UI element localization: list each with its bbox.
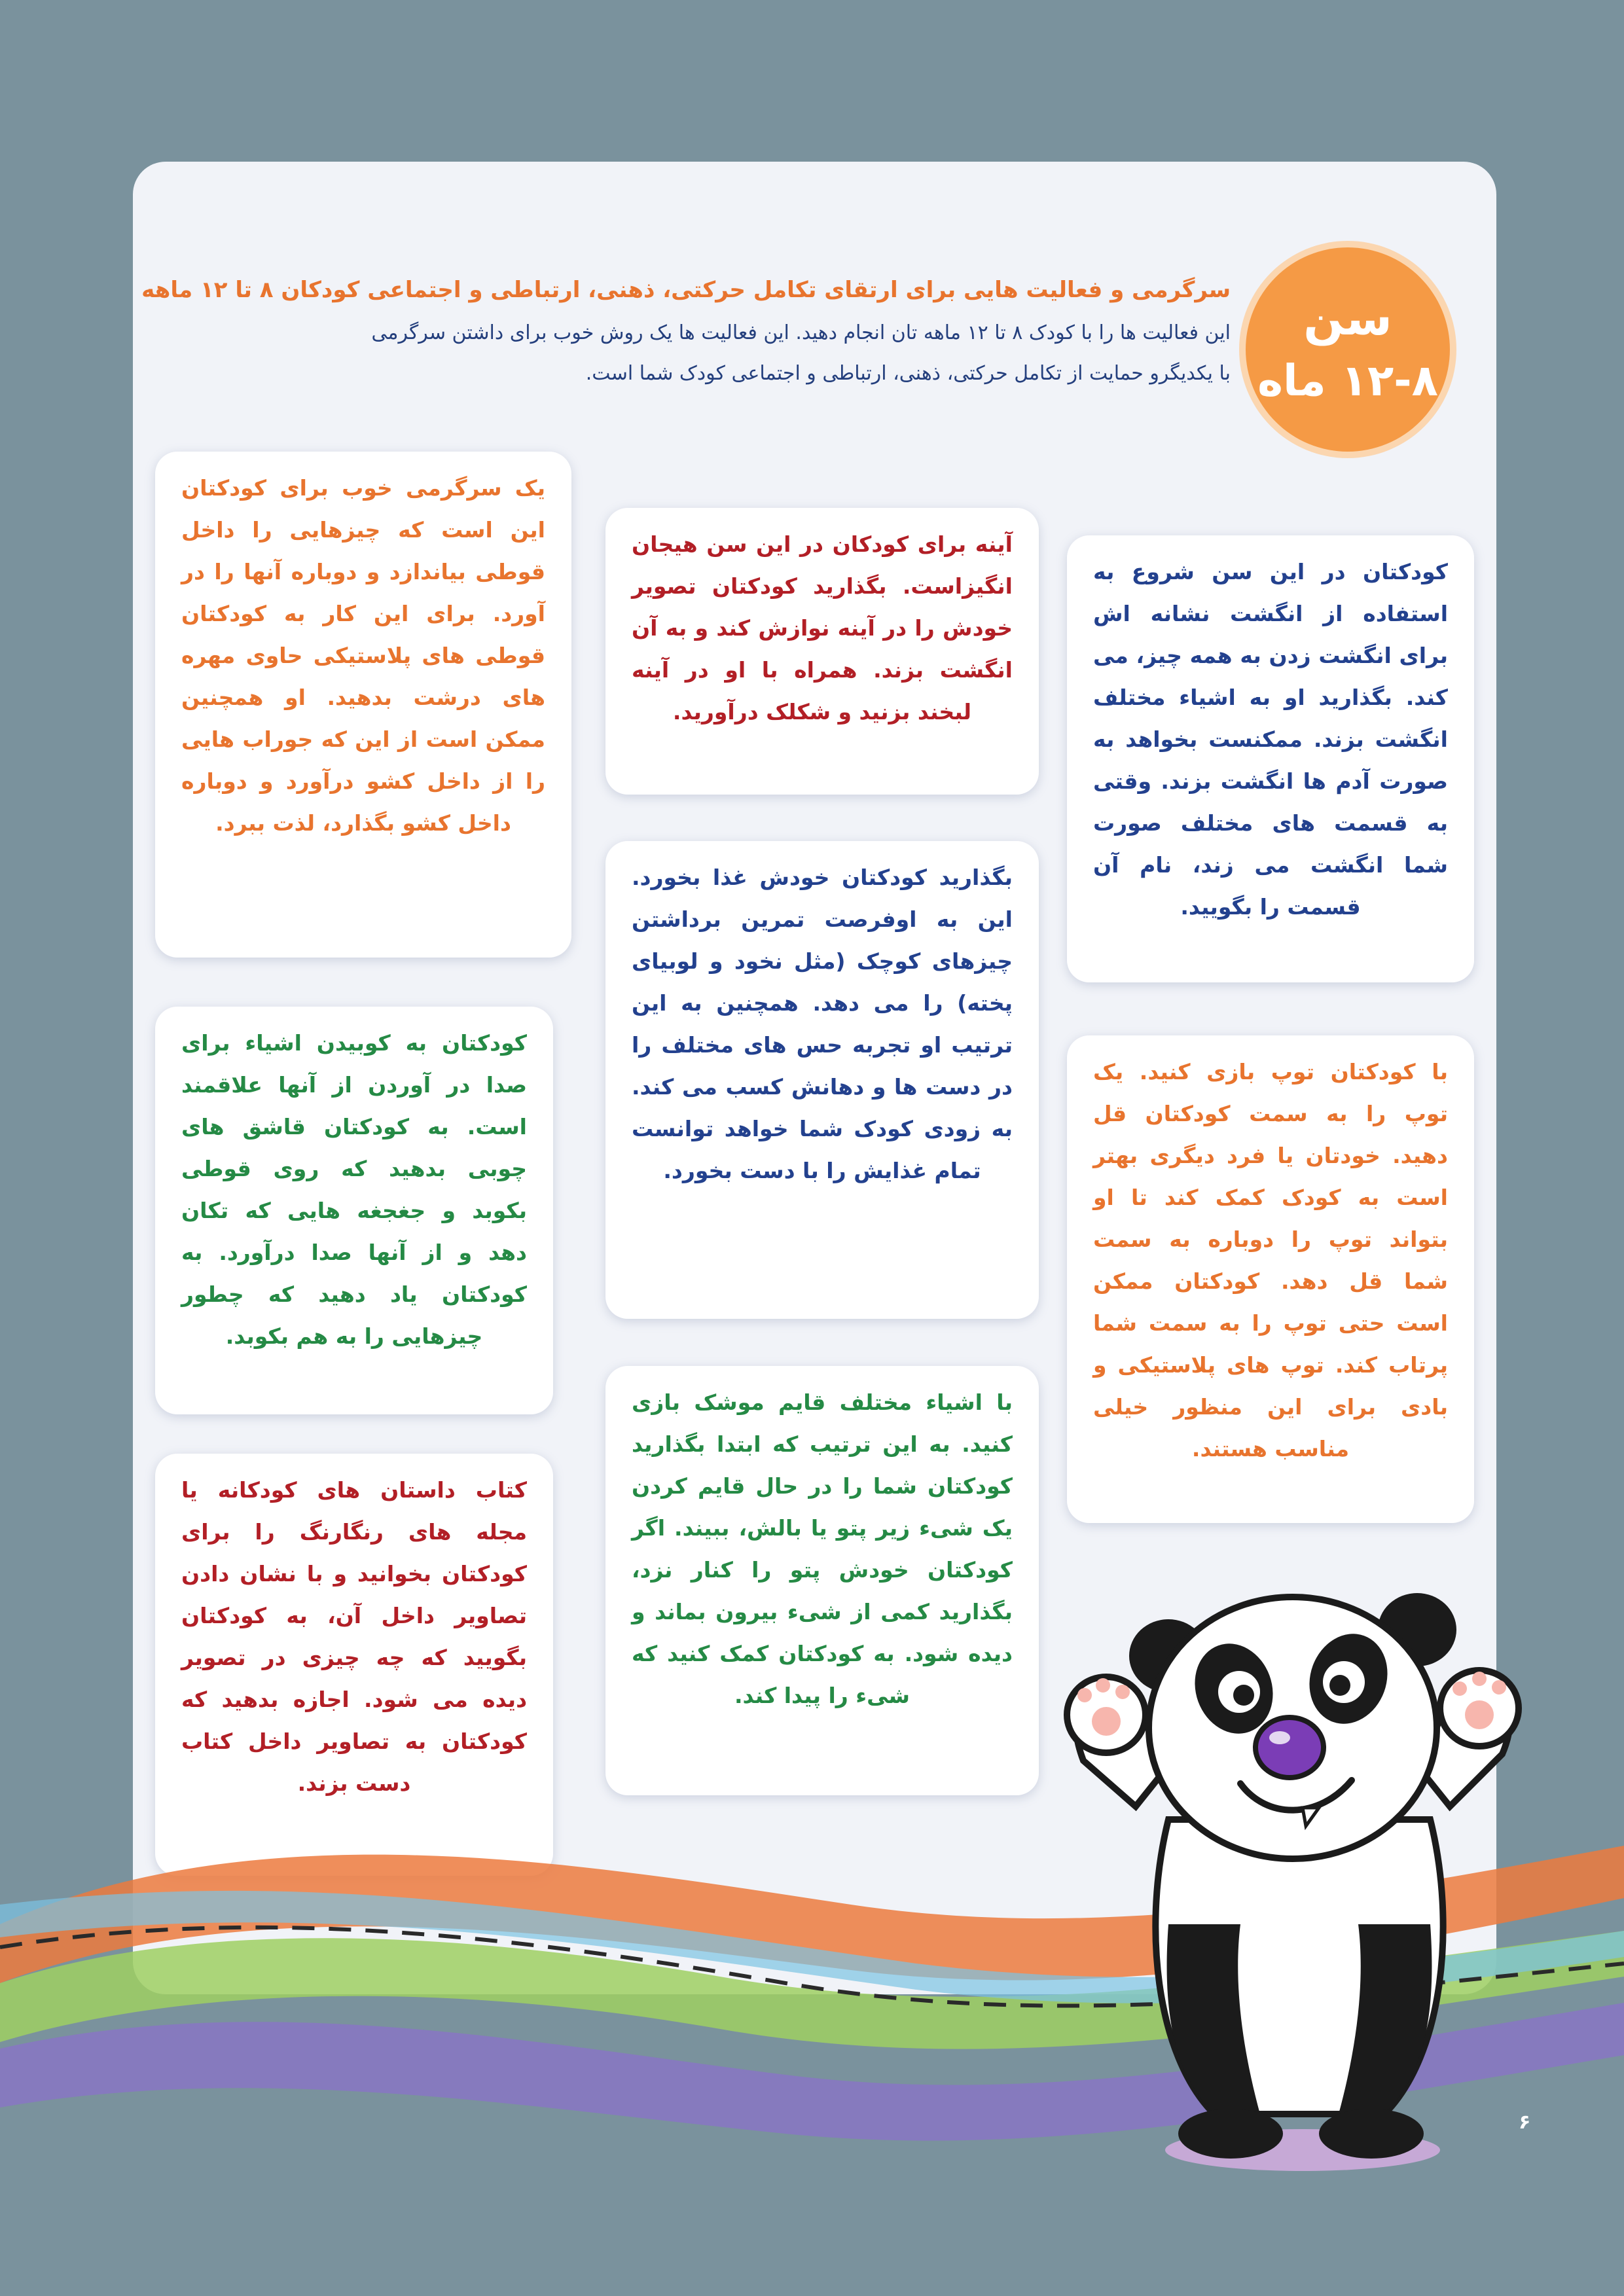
intro-line-2: با یکدیگرو حمایت از تکامل حرکتی، ذهنی، ارتباطی و اجتماعی کودک شما است. <box>585 362 1231 385</box>
card-drop-objects: یک سرگرمی خوب برای کودکتان این است که چیزهایی را داخل قوطی بیاندازد و دوباره آنها را در آورد. برای این کار به کودکتان قوطی های پلاستیکی حاوی مهره های درشت بدهید. او همچنین ممکن است از این که جوراب هایی را از داخل کشو درآورد و دوباره داخل کشو بگذارد، لذت ببرد. <box>155 452 571 958</box>
age-badge-range: ۱۲-۸ ماه <box>1257 355 1438 406</box>
age-badge-label: سن <box>1303 291 1392 346</box>
page-number: ۶ <box>1519 2111 1531 2134</box>
age-badge <box>1246 247 1450 452</box>
card-ball-play: با کودکتان توپ بازی کنید. یک توپ را به سمت کودکتان قل دهید. خودتان یا فرد دیگری بهتر است به کودک کمک کند تا او بتواند توپ را دوباره به سمت شما قل دهد. کودکتان ممکن است حتی توپ را به سمت شما پرتاب کند. توپ های پلاستیکی و بادی برای این منظور خیلی مناسب هستند. <box>1067 1035 1474 1523</box>
card-self-feeding: بگذارید کودکتان خودش غذا بخورد. این به اوفرصت تمرین برداشتن چیزهای کوچک (مثل نخود و لوبیای پخته) را می دهد. همچنین به این ترتیب او تجربه حس های مختلف را در دست ها و دهانش کسب می کند. به زودی کودک شما خواهد توانست تمام غذایش را با دست بخورد. <box>605 841 1039 1319</box>
panda-mascot <box>1044 1558 1542 2173</box>
card-books: کتاب داستان های کودکانه یا مجله های رنگارنگ را برای کودکتان بخوانید و با نشان دادن تصاویر داخل آن، به کودکتان بگویید که چه چیزی در تصویر دیده می شود. اجازه بدهید که کودکتان به تصاویر داخل کتاب دست بزند. <box>155 1454 553 1876</box>
intro-title: سرگرمی و فعالیت هایی برای ارتقای تکامل حرکتی، ذهنی، ارتباطی و اجتماعی کودکان ۸ تا ۱۲ ماهه <box>141 277 1231 303</box>
card-mirror: آینه برای کودکان در این سن هیجان انگیزاست. بگذارید کودکتان تصویر خودش را در آینه نوازش کند و به آن انگشت بزند. همراه با او در آینه لبخند بزنید و شکلک درآورید. <box>605 508 1039 795</box>
card-hide-and-seek: با اشیاء مختلف قایم موشک بازی کنید. به این ترتیب که ابتدا بگذارید کودکتان شما را در حال قایم کردن یک شیء زیر پتو یا بالش، ببیند. اگر کودکتان خودش پتو را کنار نزد، بگذارید کمی از شیء بیرون بماند و دیده شود. به کودکتان کمک کنید که شیء را پیدا کند. <box>605 1366 1039 1795</box>
card-banging: کودکتان به کوبیدن اشیاء برای صدا در آوردن از آنها علاقمند است. به کودکتان قاشق های چوبی بدهید که روی قوطی بکوبد و جغجغه هایی که تکان دهد و از آنها صدا درآورد. به کودکتان یاد دهید که چطور چیزهایی را به هم بکوبد. <box>155 1007 553 1414</box>
intro-line-1: این فعالیت ها را با کودک ۸ تا ۱۲ ماهه تان انجام دهید. این فعالیت ها یک روش خوب برای داشتن سرگرمی <box>371 321 1231 344</box>
card-finger-pointing: کودکتان در این سن شروع به استفاده از انگشت نشانه اش برای انگشت زدن به همه چیز، می کند. بگذارید او به اشیاء مختلف انگشت بزند. ممکنست بخواهد به صورت آدم ها انگشت بزند. وقتی به قسمت های مختلف صورت شما انگشت می زند، نام آن قسمت را بگویید. <box>1067 535 1474 982</box>
intro-section <box>141 267 1231 394</box>
